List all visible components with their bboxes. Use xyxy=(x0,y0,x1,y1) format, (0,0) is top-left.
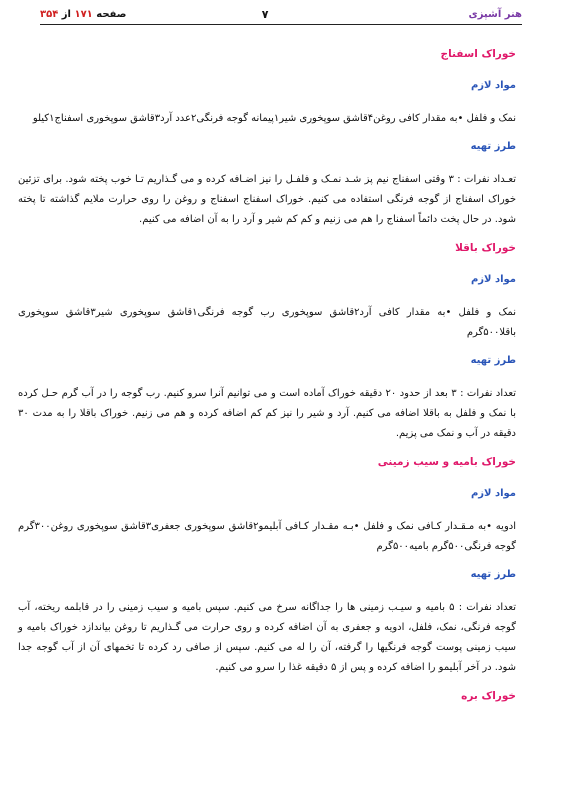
ingredients-text: نمک و فلفل •به مقدار کافی آرد۲قاشق سوپخوری رب گوجه فرنگی۱قاشق سوپخوری شیر۳قاشق سوپخوری باقلا۵۰۰گرم xyxy=(18,307,516,338)
method-text: تعـداد نفرات : ۳ وقتی اسفناج نیم پز شـد نمـک و فلفـل را نیز اضـافه کرده و می گـذاریم تـا خوب پخته شود. برای تزئین خوراک اسفناج از گوجه فرنگی استفاده می کنیم. خوراک اسفناج اسفناج و روغن را روی حرارت ملایم گذاشته تا پخته شود. در حال پخت دائماً اسفناج را هم می زنیم و کم کم شیر و آرد را به آن اضافه می کنیم. xyxy=(18,174,516,225)
chapter-number: ۷ xyxy=(261,8,269,21)
total-pages: ۳۵۴ xyxy=(40,9,59,20)
recipe-title: خوراک باقلا xyxy=(455,242,516,254)
recipe-fava-beans xyxy=(18,242,516,444)
method-heading: طرز تهیه xyxy=(470,569,516,580)
recipe-title: خوراک بامیه و سیب زمینی xyxy=(377,456,516,468)
ingredients-text: نمک و فلفل •به مقدار کافی روغن۴قاشق سوپخوری شیر۱پیمانه گوجه فرنگی۲عدد آرد۳قاشق سوپخوری اسفناج۱کیلو xyxy=(32,113,516,124)
method-heading: طرز تهیه xyxy=(470,141,516,152)
current-page: ۱۷۱ xyxy=(74,9,93,20)
method-heading: طرز تهیه xyxy=(470,355,516,366)
ingredients-text: ادویه •به مـقـدار کـافی نمک و فلفل •بـه مقـدار کـافی آبلیمو۲قاشق سوپخوری جعفری۳قاشق سوپخوری روغن۳۰۰گرم گوجه فرنگی۵۰۰گرم بامیه۵۰۰گرم xyxy=(18,521,516,552)
next-recipe-title: خوراک بره xyxy=(461,690,516,702)
page-content xyxy=(18,48,516,722)
page-number xyxy=(40,9,126,20)
page-word: صفحه xyxy=(96,9,127,20)
method-text: تعداد نفرات : ۵ بامیه و سیـب زمینی ها را جداگانه سرخ می کنیم. سپس بامیه و سیب زمینی را در قابلمه ریخته، آب گوجه فرنگی، نمک، فلفل، ادویه و جعفری به آن اضافه کرده و روی حرارت می گـذاریم تا روغن بیاندازد خوراک بامیه و سیب زمینی پوست گوجه فرنگیها را گرفته، آن را له می کنیم. سپس از صافی رد کرده تا تخمهای آن از آب گوجه جدا شود. در آخر آبلیمو را اضافه کرده و پس از ۵ دقیقه غذا را سرو می کنیم. xyxy=(18,602,517,673)
recipe-spinach xyxy=(18,48,516,230)
ingredients-heading: مواد لازم xyxy=(470,80,516,91)
page-of: از xyxy=(61,9,71,20)
ingredients-heading: مواد لازم xyxy=(470,274,516,285)
recipe-title: خوراک اسفناج xyxy=(440,48,516,60)
page-header xyxy=(40,8,522,25)
recipe-okra-potato xyxy=(18,456,516,678)
method-text: تعداد نفرات : ۳ بعد از حدود ۲۰ دقیقه خوراک آماده است و می توانیم آنرا سرو کنیم. رب گوجه را در آب گرم حـل کرده با نمک و فلفل به باقلا اضافه می کنیم. آرد و شیر را نیز کم کم اضافه کرده و هم می زنیم. خوراک باقلا را به مدت ۳۰ دقیقه در آب و نمک می پزیم. xyxy=(18,388,517,439)
ingredients-heading: مواد لازم xyxy=(470,488,516,499)
book-title: هنر آشپزی xyxy=(468,9,522,20)
